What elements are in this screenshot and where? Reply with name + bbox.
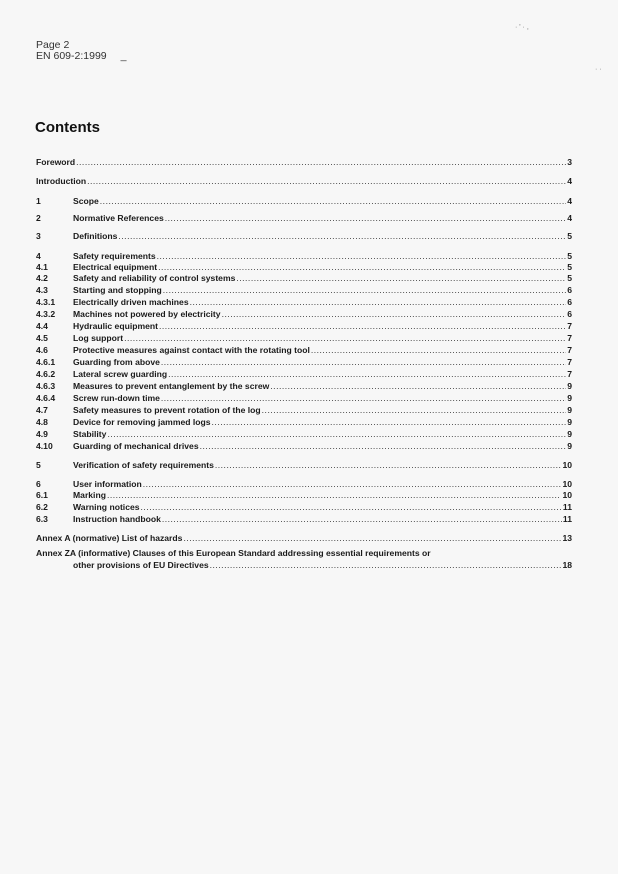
leader-dots	[163, 285, 566, 296]
leader-dots	[158, 262, 566, 273]
toc-entry-page: 7	[567, 321, 572, 331]
toc-entry[interactable]	[36, 405, 572, 416]
leader-dots	[76, 157, 566, 168]
toc-entry[interactable]	[36, 213, 572, 224]
toc-entry[interactable]	[36, 441, 572, 452]
toc-entry-title: Electrical equipment	[73, 262, 158, 272]
toc-entry-title: Guarding from above	[73, 357, 160, 367]
toc-entry-title: Introduction	[36, 176, 87, 186]
toc-entry-title: Measures to prevent entanglement by the screw	[73, 381, 270, 391]
contents-title: Contents	[35, 119, 100, 136]
toc-entry-number: 4.6	[36, 345, 48, 355]
toc-entry-number: 4.6.1	[36, 357, 56, 367]
toc-entry-title: Definitions	[73, 231, 118, 241]
toc-entry[interactable]	[36, 273, 572, 284]
toc-entry-number: 4.10	[36, 441, 53, 451]
leader-dots	[262, 405, 567, 416]
toc-entry-number: 4.7	[36, 405, 48, 415]
toc-entry-page: 7	[567, 333, 572, 343]
toc-entry[interactable]	[36, 393, 572, 404]
toc-entry-title: other provisions of EU Directives	[73, 560, 209, 570]
scan-speck: · ' · ,	[515, 24, 529, 31]
toc-entry[interactable]	[36, 262, 572, 273]
leader-dots	[162, 514, 562, 525]
toc-entry-title: Safety requirements	[73, 251, 156, 261]
leader-dots	[159, 321, 566, 332]
toc-entry-page: 4	[567, 213, 572, 223]
leader-dots	[141, 502, 562, 513]
toc-entry[interactable]	[36, 333, 572, 344]
toc-entry-page: 9	[567, 393, 572, 403]
toc-entry-page: 11	[562, 514, 572, 524]
toc-entry-page: 6	[567, 297, 572, 307]
toc-entry-title: Guarding of mechanical drives	[73, 441, 199, 451]
leader-dots	[161, 357, 566, 368]
toc-entry-number: 3	[36, 231, 41, 241]
toc-entry-title: Hydraulic equipment	[73, 321, 158, 331]
toc-entry[interactable]	[36, 514, 572, 525]
toc-entry-page: 9	[567, 405, 572, 415]
toc-entry-title: Screw run-down time	[73, 393, 160, 403]
toc-entry-page: 6	[567, 309, 572, 319]
toc-entry-page: 5	[567, 262, 572, 272]
scan-speck: · ·	[595, 66, 602, 73]
toc-entry[interactable]	[36, 231, 572, 242]
toc-entry-page: 4	[567, 176, 572, 186]
toc-entry-title: Safety measures to prevent rotation of the log	[73, 405, 261, 415]
toc-entry-page: 10	[562, 490, 572, 500]
leader-dots	[100, 196, 566, 207]
toc-entry-number: 4.1	[36, 262, 48, 272]
toc-entry[interactable]	[36, 321, 572, 332]
toc-entry[interactable]	[36, 533, 572, 544]
leader-dots	[270, 381, 566, 392]
toc-entry-title: Marking	[73, 490, 106, 500]
toc-entry-number: 4.6.2	[36, 369, 56, 379]
toc-entry-number: 1	[36, 196, 41, 206]
toc-entry-title: Instruction handbook	[73, 514, 161, 524]
toc-entry-title: Safety and reliability of control systems	[73, 273, 236, 283]
toc-entry-title: Normative References	[73, 213, 164, 223]
toc-entry-page: 7	[567, 345, 572, 355]
toc-entry-title: Log support	[73, 333, 124, 343]
leader-dots	[157, 251, 567, 262]
toc-entry-number: 6.3	[36, 514, 48, 524]
toc-entry-number: 5	[36, 460, 41, 470]
toc-entry-page: 10	[562, 479, 572, 489]
header-dash: _	[120, 50, 127, 62]
toc-entry-page: 9	[567, 381, 572, 391]
toc-entry-title: Warning notices	[73, 502, 140, 512]
toc-entry-number: 4.6.3	[36, 381, 56, 391]
leader-dots	[87, 176, 566, 187]
toc-entry-number: 4.4	[36, 321, 48, 331]
toc-entry-title: Annex A (normative) List of hazards	[36, 533, 183, 543]
toc-entry-title: Machines not powered by electricity	[73, 309, 221, 319]
toc-entry-number: 4.5	[36, 333, 48, 343]
leader-dots	[210, 560, 562, 571]
toc-entry-title: Foreword	[36, 157, 76, 167]
toc-entry-page: 9	[567, 429, 572, 439]
toc-entry-page: 18	[562, 560, 572, 570]
toc-entry-page: 10	[562, 460, 572, 470]
leader-dots	[222, 309, 567, 320]
toc-entry-annex-za-continued[interactable]	[73, 560, 572, 571]
toc-entry-title: Lateral screw guarding	[73, 369, 168, 379]
toc-entry-page: 6	[567, 285, 572, 295]
page-header	[36, 40, 126, 62]
standard-id: EN 609-2:1999	[36, 50, 107, 62]
toc-entry[interactable]	[36, 297, 572, 308]
toc-entry[interactable]	[36, 479, 572, 490]
leader-dots	[118, 231, 566, 242]
toc-entry-title: User information	[73, 479, 142, 489]
toc-entry-number: 6	[36, 479, 41, 489]
toc-entry[interactable]	[36, 309, 572, 320]
leader-dots	[124, 333, 566, 344]
leader-dots	[165, 213, 566, 224]
toc-entry[interactable]	[36, 357, 572, 368]
toc-entry[interactable]	[36, 157, 572, 168]
leader-dots	[212, 417, 567, 428]
leader-dots	[200, 441, 567, 452]
toc-entry[interactable]	[36, 429, 572, 440]
toc-entry-number: 4.9	[36, 429, 48, 439]
toc-entry-title: Stability	[73, 429, 107, 439]
toc-entry-page: 7	[567, 369, 572, 379]
leader-dots	[143, 479, 562, 490]
toc-entry[interactable]	[36, 251, 572, 262]
toc-entry[interactable]	[36, 381, 572, 392]
toc-entry-title: Scope	[73, 196, 99, 206]
toc-entry-annex-za[interactable]	[36, 548, 572, 559]
toc-entry-title: Starting and stopping	[73, 285, 162, 295]
toc-entry-title: Protective measures against contact with the rotating tool	[73, 345, 310, 355]
leader-dots	[236, 273, 566, 284]
leader-dots	[215, 460, 562, 471]
toc-entry-number: 4.3.1	[36, 297, 56, 307]
page-number: Page 2	[36, 39, 70, 51]
toc-entry-page: 5	[567, 231, 572, 241]
toc-entry[interactable]	[36, 196, 572, 207]
toc-entry-page: 5	[567, 273, 572, 283]
toc-entry[interactable]	[36, 176, 572, 187]
toc-entry-number: 4.2	[36, 273, 48, 283]
toc-entry[interactable]	[36, 345, 572, 356]
toc-entry-number: 4.3.2	[36, 309, 56, 319]
toc-entry-number: 6.1	[36, 490, 48, 500]
leader-dots	[190, 297, 567, 308]
leader-dots	[183, 533, 561, 544]
toc-entry-page: 11	[562, 502, 572, 512]
toc-entry[interactable]	[36, 502, 572, 513]
leader-dots	[161, 393, 566, 404]
toc-entry-page: 9	[567, 417, 572, 427]
toc-entry-number: 4.8	[36, 417, 48, 427]
leader-dots	[107, 429, 566, 440]
toc-entry[interactable]	[36, 490, 572, 501]
toc-entry-page: 9	[567, 441, 572, 451]
toc-entry-page: 13	[562, 533, 572, 543]
toc-entry-number: 2	[36, 213, 41, 223]
toc-entry-page: 3	[567, 157, 572, 167]
toc-entry[interactable]	[36, 285, 572, 296]
toc-entry-number: 6.2	[36, 502, 48, 512]
toc-entry[interactable]	[36, 369, 572, 380]
toc-entry-number: 4.6.4	[36, 393, 56, 403]
leader-dots	[107, 490, 561, 501]
toc-entry-page: 7	[567, 357, 572, 367]
leader-dots	[311, 345, 566, 356]
toc-entry-number: 4.3	[36, 285, 48, 295]
toc-entry-page: 5	[567, 251, 572, 261]
toc-entry[interactable]	[36, 460, 572, 471]
toc-entry-title: Verification of safety requirements	[73, 460, 214, 470]
toc-entry-title: Device for removing jammed logs	[73, 417, 211, 427]
toc-entry-title: Electrically driven machines	[73, 297, 189, 307]
leader-dots	[168, 369, 566, 380]
toc-entry-title: Annex ZA (informative) Clauses of this European Standard addressing essential requirements or	[36, 548, 431, 558]
toc-entry[interactable]	[36, 417, 572, 428]
toc-entry-number: 4	[36, 251, 41, 261]
toc-entry-page: 4	[567, 196, 572, 206]
